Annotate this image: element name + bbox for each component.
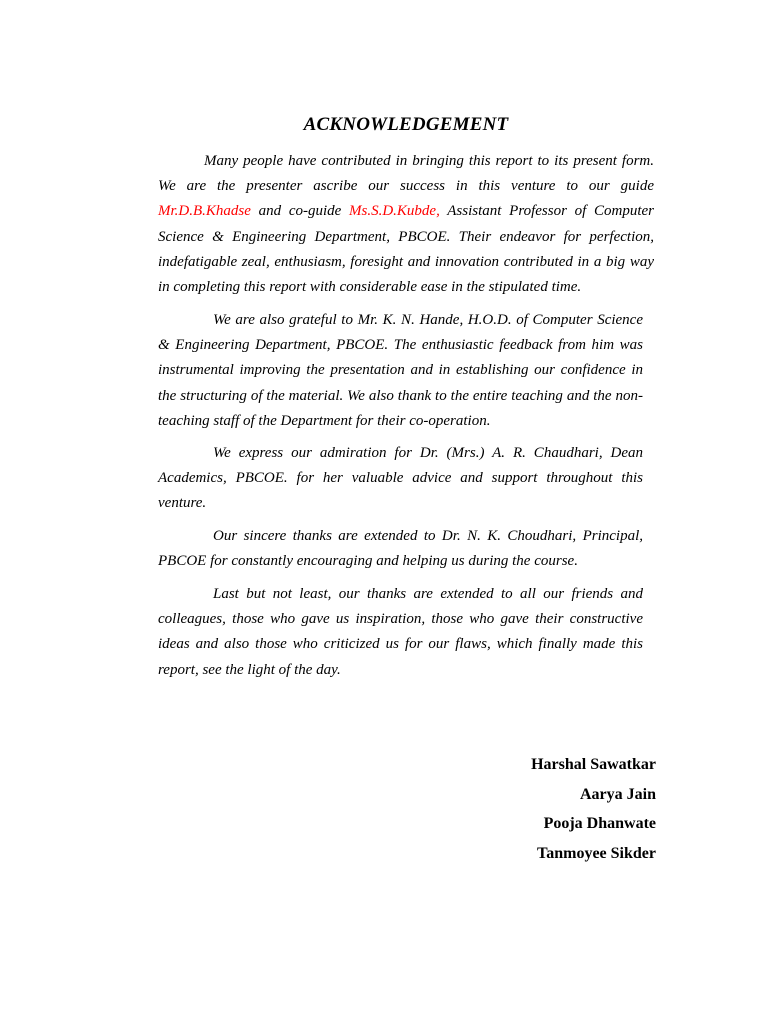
paragraph-guides — [158, 149, 654, 300]
signature-block — [531, 750, 656, 869]
paragraph-principal: Our sincere thanks are extended to Dr. N. K. Choudhari, Principal, PBCOE for constantly encouraging and helping us during the course. — [158, 528, 643, 570]
paragraph-friends: Last but not least, our thanks are extended to all our friends and colleagues, those who gave us inspiration, those who gave their constructive ideas and also those who criticized us for our flaws, which finally made this report, see the light of the day. — [158, 586, 643, 678]
guide-name: Mr.D.B.Khadse — [158, 203, 251, 220]
paragraph-text: Assistant Professor of Computer Science & Engineering Department, PBCOE. Their endeavor for perfection, indefatigable zeal, enthusiasm, foresight and innovation contributed in a big way in completing this report with considerable ease in the stipulated time. — [158, 203, 655, 296]
signature-name: Harshal Sawatkar — [531, 756, 656, 773]
paragraph-text: and co-guide — [250, 203, 350, 220]
paragraph-text: Many people have contributed in bringing this report to its present form. We are the presenter ascribe our success in this venture to our guide — [158, 153, 654, 195]
paragraph-hod: We are also grateful to Mr. K. N. Hande, H.O.D. of Computer Science & Engineering Department, PBCOE. The enthusiastic feedback from him was instrumental improving the presentation and in establishing our confidence in the structuring of the material. We also thank to the entire teaching and the non-teaching staff of the Department for their co-operation. — [158, 312, 643, 429]
signature-name: Aarya Jain — [580, 785, 656, 803]
paragraph-dean: We express our admiration for Dr. (Mrs.) A. R. Chaudhari, Dean Academics, PBCOE. for her valuable advice and support throughout this venture. — [158, 445, 643, 512]
signature-name: Tanmoyee Sikder — [537, 845, 656, 863]
signature-name: Pooja Dhanwate — [543, 815, 656, 833]
page-title: ACKNOWLEDGEMENT — [303, 114, 509, 135]
co-guide-name: Ms.S.D.Kubde, — [349, 203, 440, 220]
